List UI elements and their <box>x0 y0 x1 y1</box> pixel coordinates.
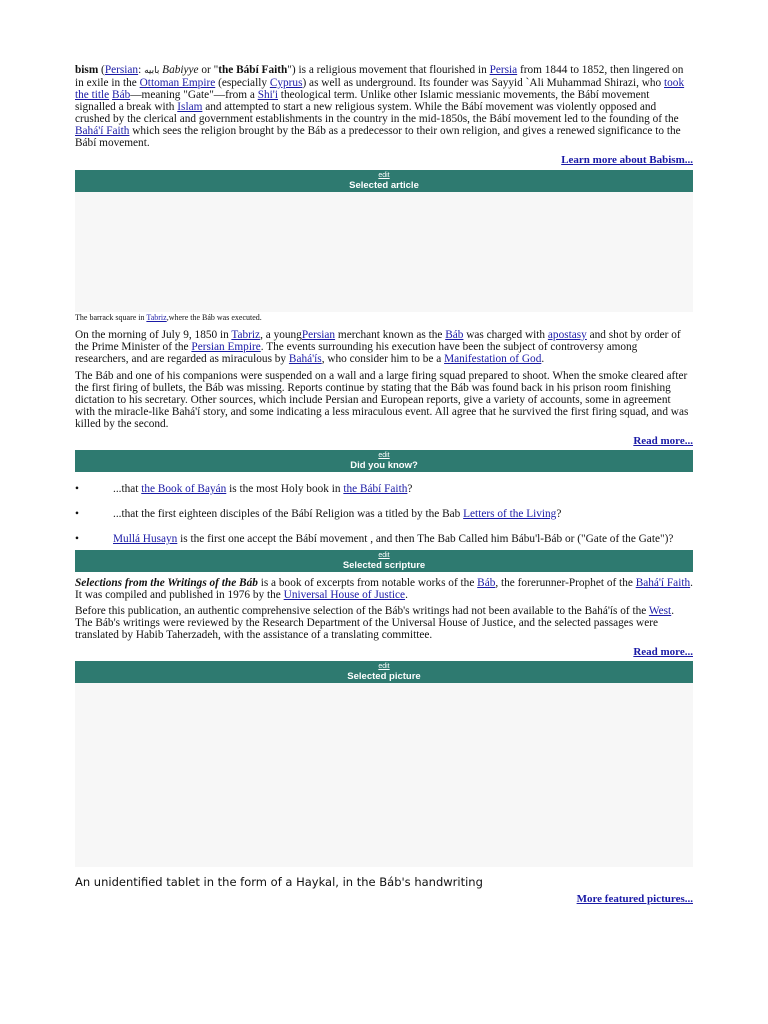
scripture-paragraph-1: Selections from the Writings of the Báb is a book of excerpts from notable works of the Báb, the forerunner-Prophet of the Bahá'í Faith. It was compiled and published in 1976 by the Universal House of Justice. <box>75 577 693 601</box>
learn-more-link[interactable]: Learn more about Babism... <box>561 154 693 166</box>
link-bahais[interactable]: Bahá'ís <box>288 353 322 365</box>
edit-link-article[interactable]: edit <box>378 172 390 179</box>
selected-scripture-header <box>75 550 693 572</box>
selected-scripture-title: Selected scripture <box>342 560 426 571</box>
link-bab-2[interactable]: Báb <box>445 329 464 341</box>
bullet-icon: • <box>75 483 79 495</box>
learn-more-row <box>75 154 693 168</box>
more-featured-pictures-link[interactable]: More featured pictures... <box>576 893 693 905</box>
did-you-know-title: Did you know? <box>350 460 418 471</box>
portal-content <box>75 64 693 907</box>
list-item: • Mullá Husayn is the first one accept the Bábí movement , and then The Bab Called him Bábu'l-Báb or ("Gate of the Gate")? <box>75 533 674 545</box>
bullet-icon: • <box>75 533 79 545</box>
selected-picture-image <box>75 683 693 867</box>
link-persian-empire[interactable]: Persian Empire <box>191 341 261 353</box>
link-bahai-faith[interactable]: Bahá'í Faith <box>75 125 130 137</box>
selected-picture-title: Selected picture <box>347 671 421 682</box>
article-paragraph-1: On the morning of July 9, 1850 in Tabriz, a youngPersian merchant known as the Báb was charged with apostasy and shot by order of the Prime Minister of the Persian Empire. The events surrounding his execution have been the subject of controversy among researchers, and are regarded as miraculous by Bahá'ís, who consider him to be a Manifestation of God. <box>75 329 681 365</box>
link-shii[interactable]: Shi'i <box>257 89 278 101</box>
more-pictures-row <box>75 893 693 907</box>
selected-picture-header <box>75 661 693 683</box>
article-read-more-link[interactable]: Read more... <box>633 435 693 447</box>
list-item: • ...that the Book of Bayán is the most Holy book in the Bábí Faith? <box>75 483 413 495</box>
article-read-more-row <box>75 435 693 449</box>
link-bab[interactable]: Báb <box>112 89 131 101</box>
list-item: • ...that the first eighteen disciples of the Bábí Religion was a titled by the Bab Letters of the Living? <box>75 508 562 520</box>
link-persian-2[interactable]: Persian <box>301 329 336 341</box>
link-took-the-title[interactable]: took the title <box>75 77 685 101</box>
link-islam[interactable]: Islam <box>177 101 203 113</box>
scripture-book-title: Selections from the Writings of the Báb <box>75 577 258 589</box>
scripture-paragraph-2: Before this publication, an authentic comprehensive selection of the Báb's writings had not been available to the Bahá'ís of the West. The Báb's writings were reviewed by the Research Department of the Universal House of Justice, and the selected passages were translated by Habib Taherzadeh, with the assistance of a translating committee. <box>75 605 675 641</box>
did-you-know-list <box>75 483 693 545</box>
scripture-read-more-row <box>75 646 693 660</box>
article-paragraph-2: The Báb and one of his companions were suspended on a wall and a large firing squad prepared to shoot. When the smoke cleared after the first firing of bullets, the Báb was missing. Reports continue by stating that the Báb was found back in his prison room finishing dictation to his secretary. Other sources, which include Persian and European reports, give a variety of accounts, some in agreement with the miracle-like Bahá'í story, and some indicating a less miraculous event. All agree that he survived the first firing squad, and was killed by the second. <box>75 370 689 430</box>
link-persian[interactable]: Persian <box>104 64 139 76</box>
selected-article-image <box>75 192 693 312</box>
link-bahai-faith-2[interactable]: Bahá'í Faith <box>635 577 691 589</box>
edit-link-scripture[interactable]: edit <box>378 552 390 559</box>
link-bab-3[interactable]: Báb <box>477 577 496 589</box>
bullet-icon: • <box>75 508 79 520</box>
link-babi-faith[interactable]: the Bábí Faith <box>343 483 408 495</box>
link-universal-house-of-justice[interactable]: Universal House of Justice <box>283 589 406 601</box>
link-mulla-husayn[interactable]: Mullá Husayn <box>113 533 178 545</box>
caption-link-tabriz[interactable]: Tabriz <box>146 313 167 322</box>
edit-link-dyk[interactable]: edit <box>378 452 390 459</box>
intro-term: bism <box>75 64 99 76</box>
link-letters-of-the-living[interactable]: Letters of the Living <box>463 508 557 520</box>
link-manifestation-of-god[interactable]: Manifestation of God <box>444 353 542 365</box>
link-ottoman-empire[interactable]: Ottoman Empire <box>139 77 216 89</box>
link-persia[interactable]: Persia <box>489 64 518 76</box>
intro-paragraph: bism (Persian: بابیه Babiyye or "the Bábí Faith") is a religious movement that flourished in Persia from 1844 to 1852, then lingered on in exile in the Ottoman Empire (especially Cyprus) as well as underground. Its founder was Sayyid `Ali Muhammad Shirazi, who took the title Báb—meaning "Gate"—from a Shi'i theological term. Unlike other Islamic messianic movements, the Bábí movement signalled a break with Islam and attempted to start a new religious system. While the Bábí movement was violently opposed and crushed by the clerical and government establishments in the country in the mid-1850s, the Bábí movement led to the founding of the Bahá'í Faith which sees the religion brought by the Báb as a predecessor to their own religion, and gives a renewed significance to the Bábí movement. <box>75 64 685 149</box>
selected-article-title: Selected article <box>349 180 419 191</box>
article-image-caption: The barrack square in Tabriz,where the Báb was executed. <box>75 313 262 322</box>
link-tabriz[interactable]: Tabriz <box>231 329 261 341</box>
picture-caption: An unidentified tablet in the form of a Haykal, in the Báb's handwriting <box>75 875 483 889</box>
persian-script: بابیه <box>144 66 160 76</box>
link-apostasy[interactable]: apostasy <box>547 329 587 341</box>
edit-link-picture[interactable]: edit <box>378 663 390 670</box>
link-cyprus[interactable]: Cyprus <box>269 77 303 89</box>
selected-article-header <box>75 170 693 192</box>
bold-name: the Bábí Faith <box>218 64 288 76</box>
link-book-of-bayan[interactable]: the Book of Bayán <box>141 483 227 495</box>
did-you-know-header <box>75 450 693 472</box>
link-west[interactable]: West <box>648 605 672 617</box>
scripture-read-more-link[interactable]: Read more... <box>633 646 693 658</box>
